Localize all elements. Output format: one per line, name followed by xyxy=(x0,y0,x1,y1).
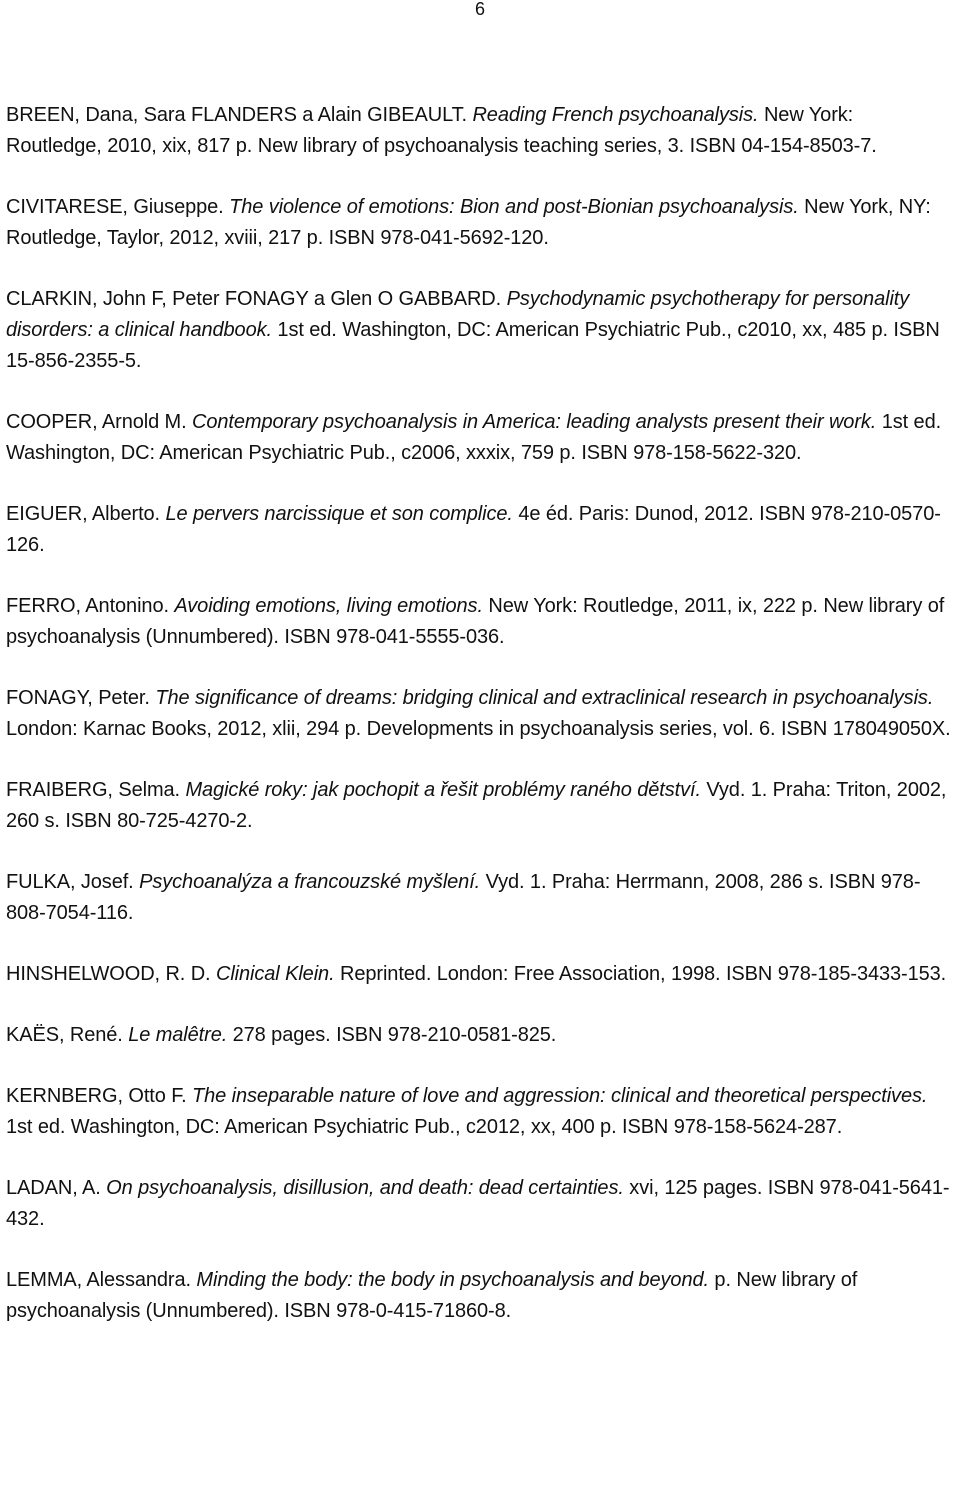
entry-title: The inseparable nature of love and aggression: clinical and theoretical perspectives. xyxy=(192,1085,928,1107)
entry-title: Contemporary psychoanalysis in America: leading analysts present their work. xyxy=(192,411,877,433)
entry-author: CLARKIN, John F, Peter FONAGY a Glen O GABBARD. xyxy=(6,288,502,310)
entry-title: Clinical Klein. xyxy=(215,963,335,985)
entry-details: 1st ed. Washington, DC: American Psychiatric Pub., c2010, xx, 485 p. ISBN 15-856-2355-5. xyxy=(6,319,940,372)
entry-details: London: Karnac Books, 2012, xlii, 294 p. Developments in psychoanalysis series, vol. 6. ISBN 178049050X. xyxy=(6,718,951,740)
bibliography-entry xyxy=(6,1173,951,1235)
bibliography-entry xyxy=(6,683,951,745)
entry-author: HINSHELWOOD, R. D. xyxy=(6,963,211,985)
entry-title: Avoiding emotions, living emotions. xyxy=(174,595,483,617)
bibliography-entry xyxy=(6,1081,951,1143)
entry-title: Le malêtre. xyxy=(128,1024,228,1046)
entry-author: LEMMA, Alessandra. xyxy=(6,1269,191,1291)
entry-title: The significance of dreams: bridging clinical and extraclinical research in psychoanalysis. xyxy=(155,687,934,709)
entry-title: The violence of emotions: Bion and post-Bionian psychoanalysis. xyxy=(229,196,799,218)
entry-details: 4e éd. Paris: Dunod, 2012. ISBN 978-210-0570-126. xyxy=(6,503,941,556)
entry-details: Reprinted. London: Free Association, 1998. ISBN 978-185-3433-153. xyxy=(340,963,947,985)
bibliography-entry xyxy=(6,284,951,377)
entry-author: FONAGY, Peter. xyxy=(6,687,150,709)
entry-details: New York: Routledge, 2010, xix, 817 p. New library of psychoanalysis teaching series, 3. ISBN 04-154-8503-7. xyxy=(6,104,877,157)
bibliography-entry xyxy=(6,192,951,254)
entry-title: On psychoanalysis, disillusion, and death: dead certainties. xyxy=(106,1177,624,1199)
entry-details: 278 pages. ISBN 978-210-0581-825. xyxy=(232,1024,557,1046)
bibliography-entry xyxy=(6,499,951,561)
entry-title: Psychoanalýza a francouzské myšlení. xyxy=(139,871,481,893)
entry-author: COOPER, Arnold M. xyxy=(6,411,187,433)
bibliography-entry xyxy=(6,407,951,469)
bibliography-entry xyxy=(6,591,951,653)
entry-title: Minding the body: the body in psychoanalysis and beyond. xyxy=(196,1269,709,1291)
entry-title: Le pervers narcissique et son complice. xyxy=(165,503,513,525)
entry-author: FRAIBERG, Selma. xyxy=(6,779,180,801)
entry-author: CIVITARESE, Giuseppe. xyxy=(6,196,224,218)
entry-author: FERRO, Antonino. xyxy=(6,595,169,617)
bibliography-entry xyxy=(6,100,951,162)
bibliography-entry xyxy=(6,1265,951,1327)
entry-author: BREEN, Dana, Sara FLANDERS a Alain GIBEAULT. xyxy=(6,104,467,126)
bibliography-entry xyxy=(6,867,951,929)
entry-title: Magické roky: jak pochopit a řešit problémy raného dětství. xyxy=(185,779,701,801)
entry-author: KAËS, René. xyxy=(6,1024,123,1046)
entry-title: Reading French psychoanalysis. xyxy=(472,104,759,126)
entry-details: 1st ed. Washington, DC: American Psychiatric Pub., c2006, xxxix, 759 p. ISBN 978-158-5622-320. xyxy=(6,411,942,464)
entry-author: KERNBERG, Otto F. xyxy=(6,1085,187,1107)
entry-details: New York: Routledge, 2011, ix, 222 p. New library of psychoanalysis (Unnumbered). ISBN 978-041-5555-036. xyxy=(6,595,945,648)
entry-details: 1st ed. Washington, DC: American Psychiatric Pub., c2012, xx, 400 p. ISBN 978-158-5624-287. xyxy=(6,1116,843,1138)
entry-author: LADAN, A. xyxy=(6,1177,101,1199)
entry-details: Vyd. 1. Praha: Triton, 2002, 260 s. ISBN 80-725-4270-2. xyxy=(6,779,947,832)
entry-details: p. New library of psychoanalysis (Unnumbered). ISBN 978-0-415-71860-8. xyxy=(6,1269,858,1322)
entry-details: Vyd. 1. Praha: Herrmann, 2008, 286 s. ISBN 978-808-7054-116. xyxy=(6,871,921,924)
bibliography-entry xyxy=(6,1020,951,1051)
page-number: 6 xyxy=(474,0,485,19)
entry-details: xvi, 125 pages. ISBN 978-041-5641-432. xyxy=(6,1177,950,1230)
entry-title: Psychodynamic psychotherapy for personality disorders: a clinical handbook. xyxy=(6,288,910,341)
entry-author: EIGUER, Alberto. xyxy=(6,503,161,525)
bibliography-list xyxy=(6,100,951,1357)
bibliography-entry xyxy=(6,775,951,837)
entry-details: New York, NY: Routledge, Taylor, 2012, xviii, 217 p. ISBN 978-041-5692-120. xyxy=(6,196,931,249)
entry-author: FULKA, Josef. xyxy=(6,871,134,893)
bibliography-entry xyxy=(6,959,951,990)
